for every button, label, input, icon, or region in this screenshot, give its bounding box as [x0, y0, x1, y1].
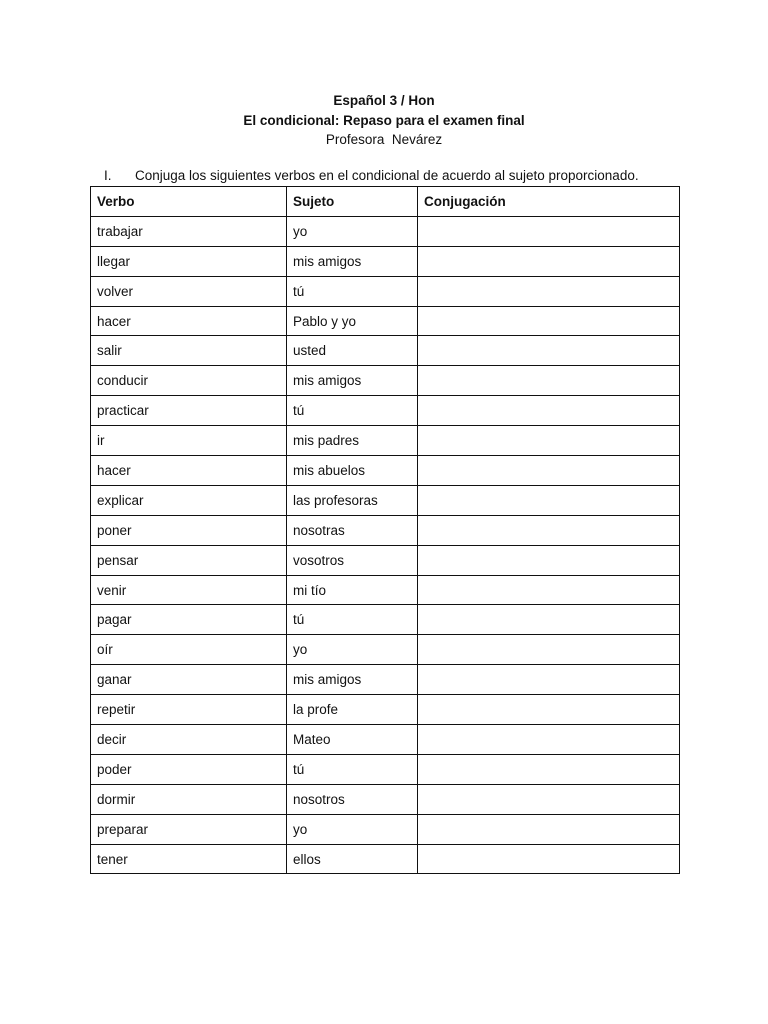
conjugation-answer-cell[interactable] — [418, 695, 680, 725]
table-row — [91, 545, 680, 575]
conjugation-answer-cell[interactable] — [418, 635, 680, 665]
table-row — [91, 695, 680, 725]
table-row — [91, 635, 680, 665]
subject-cell: mi tío — [287, 575, 418, 605]
conjugation-answer-cell[interactable] — [418, 784, 680, 814]
subject-cell: mis amigos — [287, 246, 418, 276]
verb-cell: hacer — [91, 456, 287, 486]
conjugation-table — [90, 186, 680, 874]
subject-cell: Mateo — [287, 725, 418, 755]
subject-cell: tú — [287, 396, 418, 426]
conjugation-answer-cell[interactable] — [418, 276, 680, 306]
table-row — [91, 814, 680, 844]
subject-cell: mis padres — [287, 426, 418, 456]
table-row — [91, 426, 680, 456]
subject-cell: las profesoras — [287, 485, 418, 515]
subject-cell: tú — [287, 754, 418, 784]
table-row — [91, 306, 680, 336]
conjugation-answer-cell[interactable] — [418, 336, 680, 366]
teacher-name-text: Profesora Nevárez — [325, 132, 443, 147]
instruction-number: I. — [104, 168, 112, 183]
worksheet-title: El condicional: Repaso para el examen final — [243, 112, 525, 128]
subject-cell: tú — [287, 605, 418, 635]
subject-cell: nosotros — [287, 784, 418, 814]
conjugation-answer-cell[interactable] — [418, 396, 680, 426]
table-row — [91, 456, 680, 486]
subject-cell: ellos — [287, 844, 418, 874]
verb-cell: trabajar — [91, 216, 287, 246]
column-header-sujeto: Sujeto — [287, 187, 418, 217]
conjugation-answer-cell[interactable] — [418, 754, 680, 784]
table-row — [91, 396, 680, 426]
table-header-row — [91, 187, 680, 217]
conjugation-answer-cell[interactable] — [418, 665, 680, 695]
verb-cell: dormir — [91, 784, 287, 814]
subject-cell: yo — [287, 635, 418, 665]
table-row — [91, 725, 680, 755]
verb-cell: conducir — [91, 366, 287, 396]
subject-cell: mis amigos — [287, 366, 418, 396]
table-row — [91, 485, 680, 515]
verb-cell: pagar — [91, 605, 287, 635]
conjugation-answer-cell[interactable] — [418, 515, 680, 545]
subject-cell: yo — [287, 814, 418, 844]
teacher-name — [0, 130, 768, 150]
conjugation-answer-cell[interactable] — [418, 725, 680, 755]
verb-cell: preparar — [91, 814, 287, 844]
verb-cell: practicar — [91, 396, 287, 426]
conjugation-answer-cell[interactable] — [418, 426, 680, 456]
conjugation-answer-cell[interactable] — [418, 485, 680, 515]
table-row — [91, 605, 680, 635]
verb-cell: decir — [91, 725, 287, 755]
conjugation-answer-cell[interactable] — [418, 366, 680, 396]
verb-cell: poner — [91, 515, 287, 545]
subject-cell: nosotras — [287, 515, 418, 545]
verb-cell: ir — [91, 426, 287, 456]
table-row — [91, 844, 680, 874]
verb-cell: volver — [91, 276, 287, 306]
table-row — [91, 515, 680, 545]
subject-cell: mis abuelos — [287, 456, 418, 486]
conjugation-answer-cell[interactable] — [418, 605, 680, 635]
verb-cell: poder — [91, 754, 287, 784]
verb-cell: pensar — [91, 545, 287, 575]
instruction-section-1 — [104, 167, 724, 185]
table-row — [91, 246, 680, 276]
conjugation-answer-cell[interactable] — [418, 545, 680, 575]
verb-cell: hacer — [91, 306, 287, 336]
verb-cell: tener — [91, 844, 287, 874]
table-row — [91, 366, 680, 396]
table-row — [91, 276, 680, 306]
table-row — [91, 575, 680, 605]
verb-cell: salir — [91, 336, 287, 366]
conjugation-answer-cell[interactable] — [418, 814, 680, 844]
verb-cell: repetir — [91, 695, 287, 725]
subject-cell: tú — [287, 276, 418, 306]
conjugation-answer-cell[interactable] — [418, 216, 680, 246]
document-header — [0, 91, 768, 150]
conjugation-answer-cell[interactable] — [418, 575, 680, 605]
verb-cell: oír — [91, 635, 287, 665]
table-row — [91, 784, 680, 814]
subject-cell: Pablo y yo — [287, 306, 418, 336]
conjugation-answer-cell[interactable] — [418, 456, 680, 486]
verb-cell: llegar — [91, 246, 287, 276]
conjugation-answer-cell[interactable] — [418, 246, 680, 276]
column-header-verbo: Verbo — [91, 187, 287, 217]
conjugation-answer-cell[interactable] — [418, 306, 680, 336]
table-row — [91, 665, 680, 695]
subject-cell: la profe — [287, 695, 418, 725]
verb-cell: venir — [91, 575, 287, 605]
conjugation-answer-cell[interactable] — [418, 844, 680, 874]
verb-cell: ganar — [91, 665, 287, 695]
subject-cell: yo — [287, 216, 418, 246]
verb-cell: explicar — [91, 485, 287, 515]
subject-cell: usted — [287, 336, 418, 366]
course-title: Español 3 / Hon — [333, 93, 435, 108]
subject-cell: vosotros — [287, 545, 418, 575]
subject-cell: mis amigos — [287, 665, 418, 695]
table-row — [91, 216, 680, 246]
table-row — [91, 754, 680, 784]
table-row — [91, 336, 680, 366]
instruction-text: Conjuga los siguientes verbos en el condicional de acuerdo al sujeto proporcionado. — [135, 168, 639, 183]
column-header-conjugacion: Conjugación — [418, 187, 680, 217]
